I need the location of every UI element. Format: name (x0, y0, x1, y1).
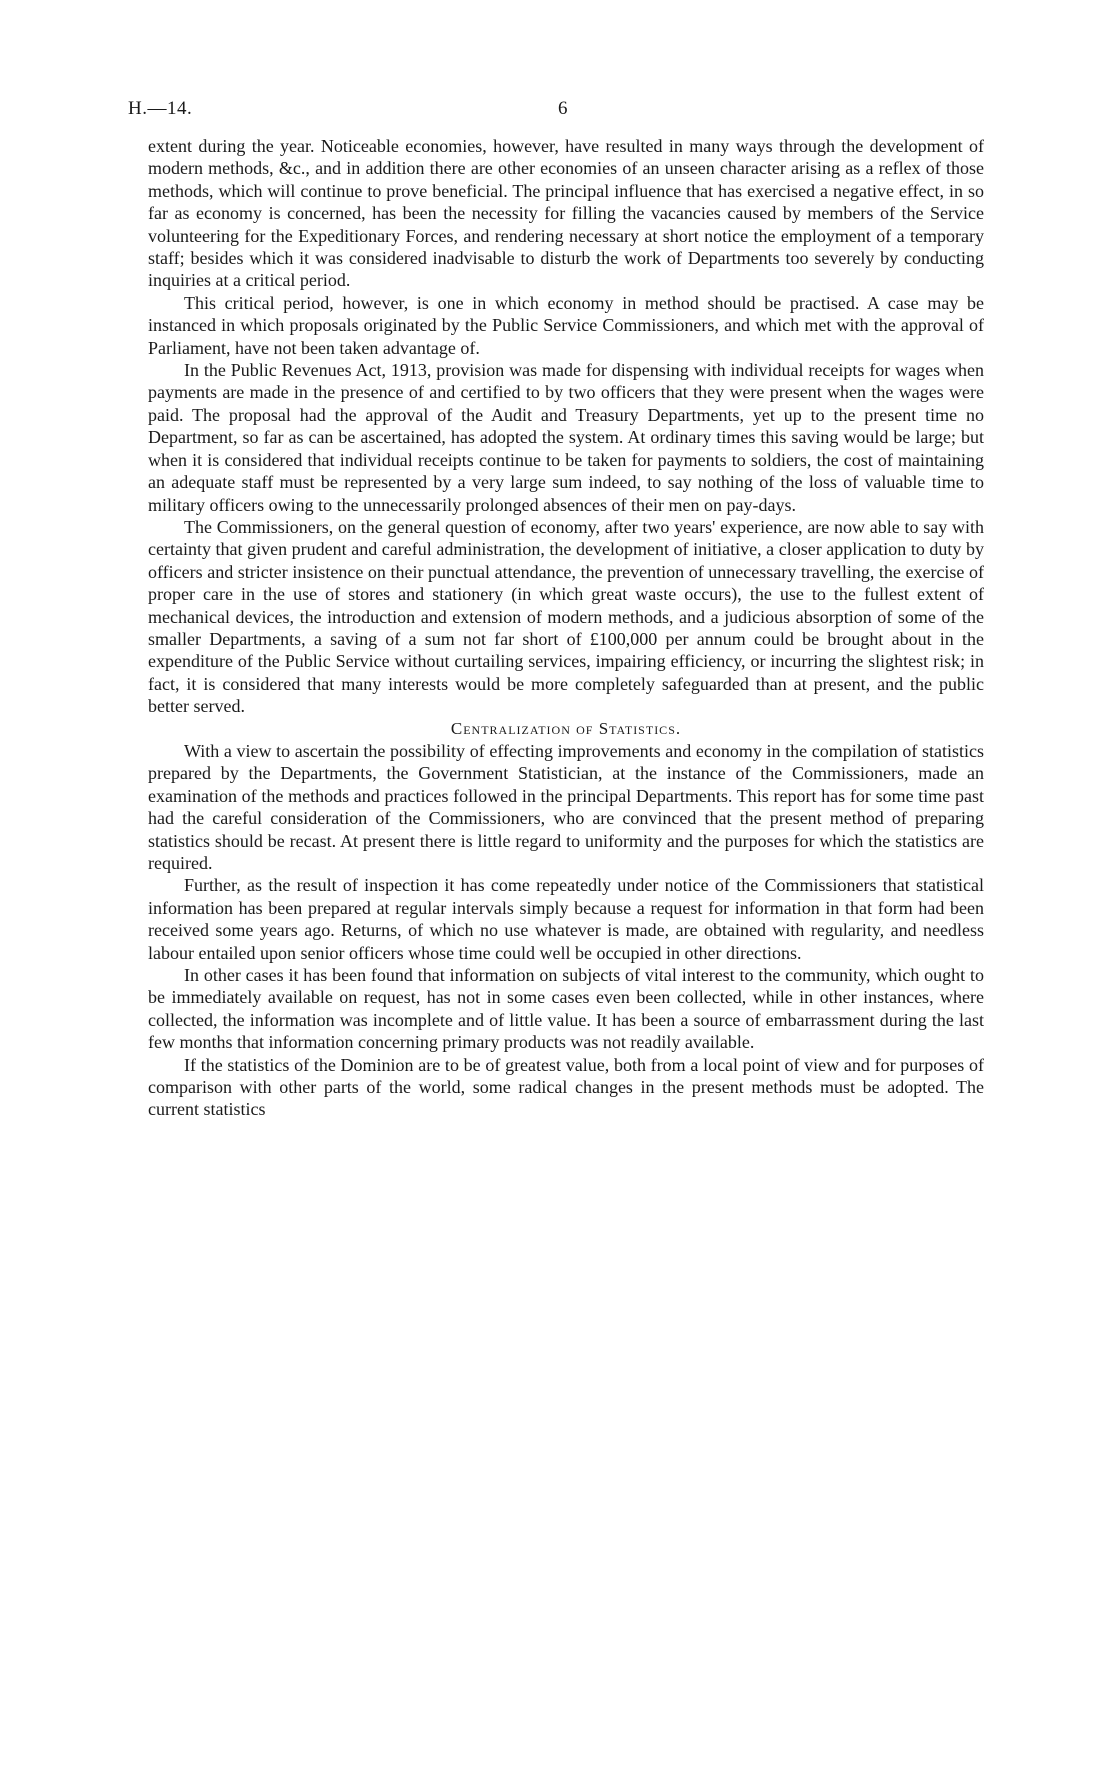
paragraph: The Commissioners, on the general question of economy, after two years' experience, are now able to say with certainty that given prudent and careful administration, the development of initiative, a closer application to duty by officers and stricter insistence on their punctual attendance, the prevention of unnecessary travelling, the exercise of proper care in the use of stores and stationery (in which great waste occurs), the use to the fullest extent of mechanical devices, the introduction and extension of modern methods, and a judicious absorption of some of the smaller Departments, a saving of a sum not far short of £100,000 per annum could be brought about in the expenditure of the Public Service without curtailing services, impairing efficiency, or incurring the slightest risk; in fact, it is considered that many interests would be more completely safeguarded than at present, and the public better served. (148, 516, 984, 717)
page-number: 6 (558, 98, 568, 119)
body-text (148, 135, 984, 1121)
paragraph: If the statistics of the Dominion are to be of greatest value, both from a local point of view and for purposes of comparison with other parts of the world, some radical changes in the present methods must be adopted. The current statistics (148, 1054, 984, 1120)
paragraph: In the Public Revenues Act, 1913, provision was made for dispensing with individual receipts for wages when payments are made in the presence of and certified to by two officers that they were present when the wages were paid. The proposal had the approval of the Audit and Treasury Departments, yet up to the present time no Department, so far as can be ascertained, has adopted the system. At ordinary times this saving would be large; but when it is considered that individual receipts continue to be taken for payments to soldiers, the cost of maintaining an adequate staff must be represented by a very large sum indeed, to say nothing of the loss of valuable time to military officers owing to the unnecessarily prolonged absences of their men on pay-days. (148, 360, 984, 515)
document-reference: H.—14. (128, 98, 193, 119)
paragraph: In other cases it has been found that information on subjects of vital interest to the community, which ought to be immediately available on request, has not in some cases even been collected, while in other instances, where collected, the information was incomplete and of little value. It has been a source of embarrassment during the last few months that information concerning primary products was not readily available. (148, 965, 984, 1053)
paragraph: extent during the year. Noticeable economies, however, have resulted in many ways through the development of modern methods, &c., and in addition there are other economies of an unseen character arising as a reflex of those methods, which will continue to prove beneficial. The principal influence that has exercised a negative effect, in so far as economy is concerned, has been the necessity for filling the vacancies caused by members of the Service volunteering for the Expeditionary Forces, and rendering necessary at short notice the employment of a temporary staff; besides which it was considered inadvisable to disturb the work of Departments too severely by conducting inquiries at a critical period. (148, 136, 984, 291)
page-header (128, 98, 988, 126)
paragraph: This critical period, however, is one in which economy in method should be practised. A case may be instanced in which proposals originated by the Public Service Commissioners, and which met with the approval of Parliament, have not been taken advantage of. (148, 292, 984, 358)
paragraph: With a view to ascertain the possibility of effecting improvements and economy in the compilation of statistics prepared by the Departments, the Government Statistician, at the instance of the Commissioners, made an examination of the methods and practices followed in the principal Departments. This report has for some time past had the careful consideration of the Commissioners, who are convinced that the present method of preparing statistics should be recast. At present there is little regard to uniformity and the purposes for which the statistics are required. (148, 740, 984, 873)
section-heading: Centralization of Statistics. (450, 718, 682, 738)
paragraph: Further, as the result of inspection it has come repeatedly under notice of the Commissioners that statistical information has been prepared at regular intervals simply because a request for information in that form had been received some years ago. Returns, of which no use whatever is made, are obtained with regularity, and needless labour entailed upon senior officers whose time could well be occupied in other directions. (148, 875, 984, 963)
